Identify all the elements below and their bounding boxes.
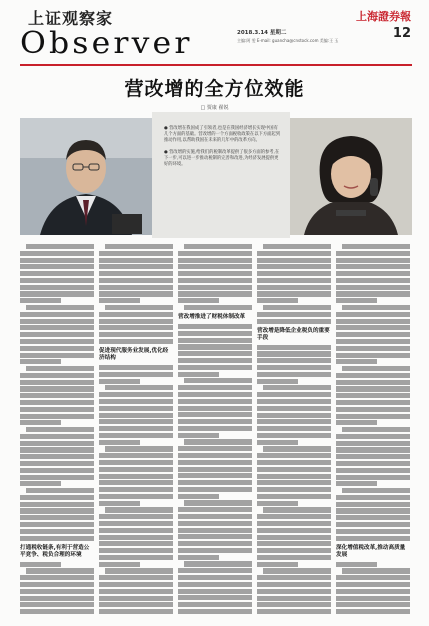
section-subhead: 营改增是降低企业税负的重要手段 bbox=[257, 327, 330, 341]
man-portrait-illustration bbox=[20, 118, 152, 235]
text-line bbox=[257, 562, 298, 567]
text-line bbox=[257, 271, 331, 276]
text-line bbox=[20, 407, 94, 412]
text-line bbox=[178, 568, 252, 573]
text-line bbox=[20, 359, 61, 364]
text-line bbox=[178, 609, 252, 614]
text-line bbox=[20, 502, 94, 507]
text-line bbox=[184, 305, 252, 310]
text-line bbox=[99, 562, 140, 567]
text-line bbox=[99, 501, 140, 506]
text-line bbox=[99, 312, 173, 317]
issue-info bbox=[237, 28, 338, 44]
text-line bbox=[336, 373, 410, 378]
text-line bbox=[99, 528, 173, 533]
text-line bbox=[26, 305, 94, 310]
text-line bbox=[99, 419, 173, 424]
text-line bbox=[20, 495, 94, 500]
text-line bbox=[99, 264, 173, 269]
text-line bbox=[99, 298, 140, 303]
text-line bbox=[178, 372, 219, 377]
text-line bbox=[257, 521, 331, 526]
woman-portrait-illustration bbox=[290, 118, 412, 235]
text-line bbox=[184, 561, 252, 566]
text-line bbox=[336, 393, 410, 398]
text-line bbox=[99, 575, 173, 580]
text-line bbox=[257, 258, 331, 263]
text-line bbox=[26, 366, 94, 371]
text-line bbox=[99, 480, 173, 485]
text-line bbox=[257, 609, 331, 614]
text-line bbox=[99, 271, 173, 276]
text-line bbox=[26, 568, 94, 573]
text-line bbox=[99, 460, 173, 465]
text-line bbox=[26, 427, 94, 432]
text-line bbox=[178, 534, 252, 539]
text-line bbox=[257, 528, 331, 533]
text-line bbox=[99, 453, 173, 458]
text-line bbox=[336, 609, 410, 614]
text-line bbox=[99, 332, 173, 337]
text-line bbox=[342, 305, 410, 310]
text-line bbox=[178, 291, 252, 296]
text-line bbox=[99, 392, 173, 397]
text-line bbox=[257, 392, 331, 397]
text-line bbox=[99, 258, 173, 263]
text-line bbox=[336, 264, 410, 269]
text-line bbox=[257, 440, 298, 445]
text-line bbox=[20, 596, 94, 601]
text-line bbox=[336, 271, 410, 276]
text-line bbox=[178, 595, 252, 600]
body-column-2 bbox=[99, 244, 173, 616]
text-line bbox=[178, 541, 252, 546]
text-line bbox=[342, 488, 410, 493]
text-line bbox=[20, 441, 94, 446]
masthead-divider bbox=[20, 64, 412, 66]
text-line bbox=[178, 521, 252, 526]
text-line bbox=[178, 365, 252, 370]
pullquote-paragraph-1: ● 营改增在我国成了引领者,也是在我国经济增长实现中国有几个方面的基础。营改增的一个方面税收政策在以下方面起到推动作用,以帮助我国在未来的几年中的改革方向。 bbox=[164, 126, 281, 144]
text-line bbox=[178, 460, 252, 465]
text-line bbox=[257, 312, 331, 317]
text-line bbox=[99, 521, 173, 526]
text-line bbox=[20, 508, 94, 513]
text-line bbox=[20, 285, 94, 290]
section-title-cn: 上证观察家 bbox=[28, 9, 114, 28]
text-line bbox=[20, 522, 94, 527]
issue-date: 2018.3.14 星期二 bbox=[237, 30, 287, 36]
text-line bbox=[257, 399, 331, 404]
text-line bbox=[336, 332, 410, 337]
text-line bbox=[263, 568, 331, 573]
text-line bbox=[257, 467, 331, 472]
text-line bbox=[178, 385, 252, 390]
text-line bbox=[20, 319, 94, 324]
text-line bbox=[336, 298, 377, 303]
text-line bbox=[20, 298, 61, 303]
text-line bbox=[336, 312, 410, 317]
section-subhead: 促进现代服务业发展,优化经济结构 bbox=[99, 348, 169, 362]
text-line bbox=[99, 319, 173, 324]
text-line bbox=[336, 502, 410, 507]
text-line bbox=[257, 278, 331, 283]
text-line bbox=[178, 338, 252, 343]
editor-line: 主编:阿 雯 E-mail: guancha@cnstock.com 美编:王 玉 bbox=[237, 38, 339, 43]
text-line bbox=[257, 251, 331, 256]
text-line bbox=[336, 454, 410, 459]
text-line bbox=[99, 413, 173, 418]
text-line bbox=[263, 446, 331, 451]
text-line bbox=[336, 420, 377, 425]
text-line bbox=[336, 325, 410, 330]
text-line bbox=[178, 487, 252, 492]
text-line bbox=[184, 378, 252, 383]
text-line bbox=[20, 420, 61, 425]
text-line bbox=[20, 386, 94, 391]
text-line bbox=[20, 589, 94, 594]
text-line bbox=[257, 413, 331, 418]
text-line bbox=[342, 427, 410, 432]
text-line bbox=[20, 529, 94, 534]
text-line bbox=[257, 319, 331, 324]
text-line bbox=[257, 501, 298, 506]
text-line bbox=[20, 258, 94, 263]
text-line bbox=[178, 331, 252, 336]
text-line bbox=[105, 568, 173, 573]
text-line bbox=[257, 298, 298, 303]
section-subhead: 打通税收链条,有利于营造公平竞争、税负合理的环境 bbox=[20, 544, 90, 558]
text-line bbox=[99, 589, 173, 594]
text-line bbox=[257, 487, 331, 492]
text-line bbox=[257, 480, 331, 485]
text-line bbox=[178, 480, 252, 485]
body-column-4 bbox=[257, 244, 331, 616]
text-line bbox=[336, 285, 410, 290]
text-line bbox=[336, 380, 410, 385]
text-line bbox=[257, 596, 331, 601]
text-line bbox=[178, 358, 252, 363]
text-line bbox=[178, 278, 252, 283]
text-line bbox=[336, 339, 410, 344]
text-line bbox=[20, 481, 61, 486]
text-line bbox=[336, 434, 410, 439]
text-line bbox=[257, 351, 331, 356]
text-line bbox=[263, 244, 331, 249]
text-line bbox=[178, 324, 252, 329]
text-line bbox=[20, 575, 94, 580]
text-line bbox=[342, 568, 410, 573]
text-line bbox=[178, 419, 252, 424]
text-line bbox=[336, 536, 410, 541]
text-line bbox=[257, 291, 331, 296]
article-byline: □ 贾康 翟锐 bbox=[200, 105, 229, 111]
text-line bbox=[178, 528, 252, 533]
text-line bbox=[99, 467, 173, 472]
text-line bbox=[184, 244, 252, 249]
text-line bbox=[99, 365, 173, 370]
text-line bbox=[20, 536, 94, 541]
text-line bbox=[99, 251, 173, 256]
text-line bbox=[257, 285, 331, 290]
text-line bbox=[20, 393, 94, 398]
text-line bbox=[20, 271, 94, 276]
text-line bbox=[257, 358, 331, 363]
text-line bbox=[336, 414, 410, 419]
text-line bbox=[20, 454, 94, 459]
text-line bbox=[20, 447, 94, 452]
text-line bbox=[178, 555, 219, 560]
text-line bbox=[105, 305, 173, 310]
author-photo-right bbox=[290, 118, 412, 235]
text-line bbox=[99, 325, 173, 330]
text-line bbox=[20, 414, 94, 419]
section-title-en: Observer bbox=[20, 26, 193, 61]
text-line bbox=[336, 461, 410, 466]
text-line bbox=[336, 575, 410, 580]
text-line bbox=[336, 447, 410, 452]
text-line bbox=[178, 548, 252, 553]
text-line bbox=[336, 278, 410, 283]
text-line bbox=[99, 596, 173, 601]
text-line bbox=[336, 386, 410, 391]
text-line bbox=[257, 535, 331, 540]
text-line bbox=[336, 508, 410, 513]
author-photo-left bbox=[20, 118, 152, 235]
text-line bbox=[20, 278, 94, 283]
text-line bbox=[20, 332, 94, 337]
pullquote-text bbox=[164, 126, 282, 173]
text-line bbox=[336, 468, 410, 473]
text-line bbox=[99, 406, 173, 411]
text-line bbox=[257, 494, 331, 499]
text-line bbox=[257, 264, 331, 269]
text-line bbox=[257, 406, 331, 411]
text-line bbox=[178, 433, 219, 438]
text-line bbox=[99, 514, 173, 519]
text-line bbox=[336, 475, 410, 480]
text-line bbox=[99, 426, 173, 431]
text-line bbox=[178, 351, 252, 356]
text-line bbox=[178, 589, 252, 594]
text-line bbox=[20, 582, 94, 587]
text-line bbox=[178, 453, 252, 458]
text-line bbox=[20, 291, 94, 296]
text-line bbox=[257, 419, 331, 424]
text-line bbox=[336, 529, 410, 534]
text-line bbox=[20, 562, 61, 567]
text-line bbox=[336, 258, 410, 263]
text-line bbox=[336, 407, 410, 412]
text-line bbox=[99, 548, 173, 553]
text-line bbox=[178, 264, 252, 269]
text-line bbox=[99, 487, 173, 492]
body-column-5 bbox=[336, 244, 410, 616]
text-line bbox=[105, 385, 173, 390]
text-line bbox=[336, 515, 410, 520]
text-line bbox=[178, 514, 252, 519]
text-line bbox=[257, 345, 331, 350]
text-line bbox=[20, 609, 94, 614]
text-line bbox=[178, 575, 252, 580]
text-line bbox=[99, 433, 173, 438]
text-line bbox=[20, 251, 94, 256]
text-line bbox=[263, 305, 331, 310]
text-line bbox=[20, 353, 94, 358]
text-line bbox=[336, 589, 410, 594]
text-line bbox=[342, 244, 410, 249]
text-line bbox=[20, 461, 94, 466]
text-line bbox=[99, 372, 173, 377]
text-line bbox=[178, 426, 252, 431]
pullquote-box bbox=[152, 112, 290, 238]
text-line bbox=[336, 251, 410, 256]
text-line bbox=[20, 602, 94, 607]
body-column-3 bbox=[178, 244, 252, 616]
text-line bbox=[105, 244, 173, 249]
text-line bbox=[178, 446, 252, 451]
text-line bbox=[336, 291, 410, 296]
text-line bbox=[336, 522, 410, 527]
body-column-1 bbox=[20, 244, 94, 616]
text-line bbox=[336, 602, 410, 607]
text-line bbox=[257, 474, 331, 479]
text-line bbox=[257, 589, 331, 594]
text-line bbox=[178, 406, 252, 411]
text-line bbox=[336, 353, 410, 358]
text-line bbox=[105, 507, 173, 512]
text-line bbox=[263, 385, 331, 390]
text-line bbox=[20, 515, 94, 520]
text-line bbox=[257, 575, 331, 580]
text-line bbox=[184, 500, 252, 505]
text-line bbox=[257, 514, 331, 519]
text-line bbox=[178, 344, 252, 349]
text-line bbox=[178, 507, 252, 512]
text-line bbox=[257, 555, 331, 560]
text-line bbox=[257, 541, 331, 546]
text-line bbox=[342, 366, 410, 371]
text-line bbox=[257, 582, 331, 587]
text-line bbox=[336, 582, 410, 587]
text-line bbox=[178, 271, 252, 276]
text-line bbox=[178, 298, 219, 303]
text-line bbox=[336, 346, 410, 351]
text-line bbox=[99, 582, 173, 587]
text-line bbox=[257, 460, 331, 465]
text-line bbox=[178, 582, 252, 587]
text-line bbox=[336, 441, 410, 446]
text-line bbox=[99, 494, 173, 499]
text-line bbox=[178, 285, 252, 290]
text-line bbox=[99, 474, 173, 479]
text-line bbox=[257, 548, 331, 553]
text-line bbox=[99, 379, 140, 384]
text-line bbox=[99, 339, 173, 344]
text-line bbox=[178, 399, 252, 404]
text-line bbox=[105, 446, 173, 451]
text-line bbox=[257, 365, 331, 370]
text-line bbox=[257, 379, 298, 384]
pullquote-paragraph-2: ● 营改增的实施,给我们的税制改革提供了很多方面的参考,在下一步,可以进一步推动税制的完善和改进,为经济发展提供更好的环境。 bbox=[164, 149, 280, 168]
text-line bbox=[178, 392, 252, 397]
text-line bbox=[178, 602, 252, 607]
text-line bbox=[20, 373, 94, 378]
text-line bbox=[178, 494, 219, 499]
text-line bbox=[184, 439, 252, 444]
text-line bbox=[257, 602, 331, 607]
page-number: 12 bbox=[392, 26, 411, 41]
text-line bbox=[99, 602, 173, 607]
text-line bbox=[178, 467, 252, 472]
text-line bbox=[178, 251, 252, 256]
text-line bbox=[99, 440, 140, 445]
text-line bbox=[20, 475, 94, 480]
text-line bbox=[20, 434, 94, 439]
text-line bbox=[178, 412, 252, 417]
text-line bbox=[257, 433, 331, 438]
text-line bbox=[336, 319, 410, 324]
text-line bbox=[20, 346, 94, 351]
text-line bbox=[20, 339, 94, 344]
section-subhead: 深化增值税改革,推动高质量发展 bbox=[336, 544, 406, 558]
text-line bbox=[99, 609, 173, 614]
text-line bbox=[178, 258, 252, 263]
text-line bbox=[99, 278, 173, 283]
text-line bbox=[20, 264, 94, 269]
text-line bbox=[99, 291, 173, 296]
text-line bbox=[20, 380, 94, 385]
text-line bbox=[20, 325, 94, 330]
text-line bbox=[99, 535, 173, 540]
text-line bbox=[336, 495, 410, 500]
newspaper-brand: 上海證券報 bbox=[356, 10, 411, 23]
text-line bbox=[20, 400, 94, 405]
text-line bbox=[336, 359, 377, 364]
text-line bbox=[99, 399, 173, 404]
text-line bbox=[336, 400, 410, 405]
text-line bbox=[178, 473, 252, 478]
text-line bbox=[336, 562, 377, 567]
article-body bbox=[20, 244, 412, 616]
text-line bbox=[257, 453, 331, 458]
text-line bbox=[263, 507, 331, 512]
text-line bbox=[99, 541, 173, 546]
text-line bbox=[99, 285, 173, 290]
article-headline: 营改增的全方位效能 bbox=[124, 78, 305, 100]
text-line bbox=[257, 372, 331, 377]
text-line bbox=[20, 468, 94, 473]
text-line bbox=[26, 488, 94, 493]
text-line bbox=[336, 596, 410, 601]
text-line bbox=[20, 312, 94, 317]
text-line bbox=[26, 244, 94, 249]
text-line bbox=[257, 426, 331, 431]
text-line bbox=[336, 481, 377, 486]
text-line bbox=[99, 555, 173, 560]
section-subhead: 营改增推进了财税体制改革 bbox=[178, 314, 246, 321]
